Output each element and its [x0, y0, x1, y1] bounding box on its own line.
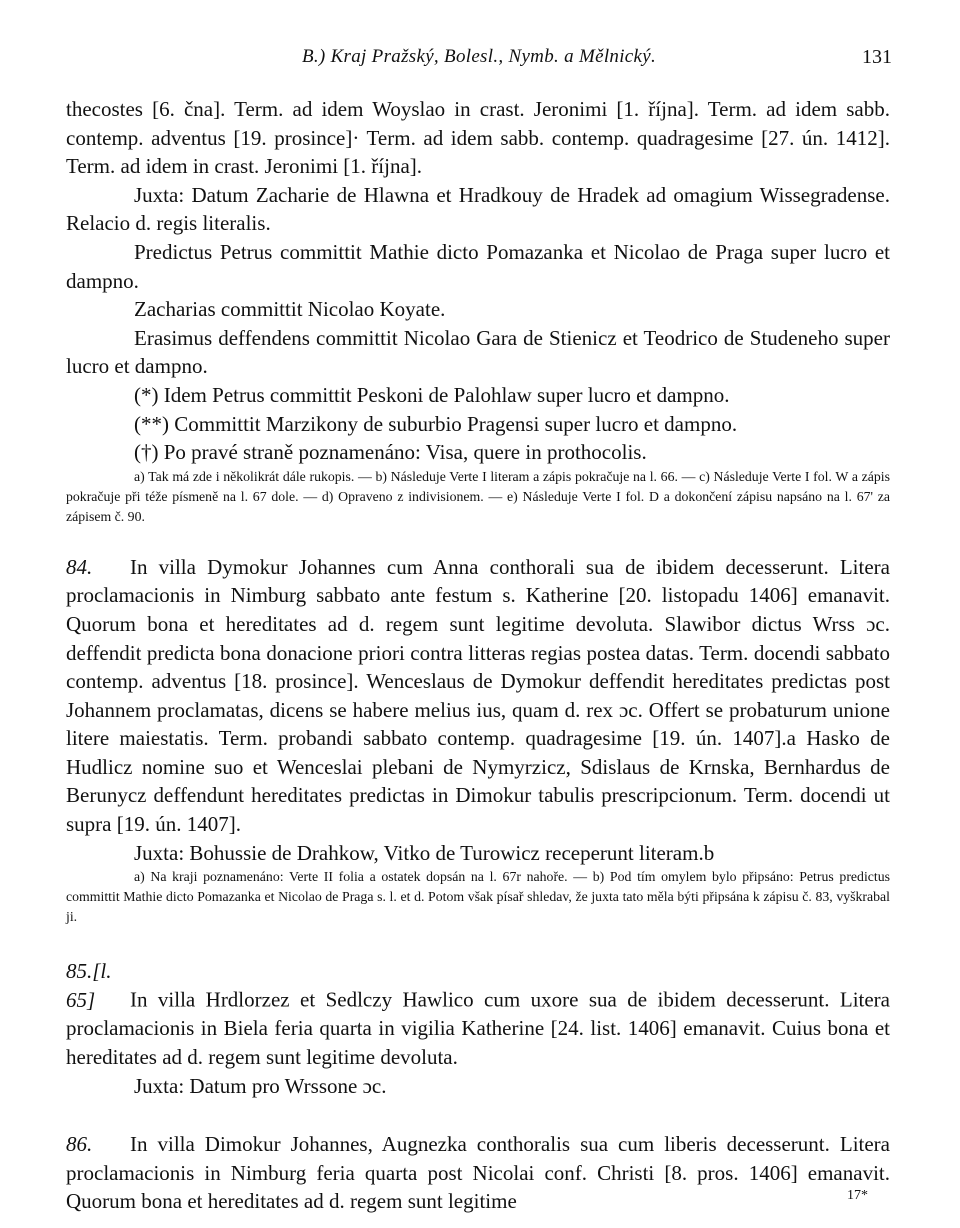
entry-84-juxta: Juxta: Bohussie de Drahkow, Vitko de Turowicz receperunt literam.b [134, 840, 715, 865]
signature-mark: 17* [847, 1188, 868, 1203]
footnotes-block-1: a) Tak má zde i několikrát dále rukopis. — b) Následuje Verte I literam a zápis pokračuje na l. 66. — c) Následuje Verte I fol. W a zápis pokračuje při téže písmeně na l. 67 dole. — d) Opraveno z indivisionem. — e) Následuje Verte I fol. D a dokončení zápisu napsáno na l. 67' za zápisem č. 90. [66, 468, 890, 524]
paragraph-note-star: (*) Idem Petrus committit Peskoni de Palohlaw super lucro et dampno. [134, 382, 730, 407]
entry-number: 86. [66, 1132, 93, 1157]
entry-85-juxta: Juxta: Datum pro Wrssone ɔc. [134, 1073, 387, 1098]
running-title: B.) Kraj Pražský, Bolesl., Nymb. a Mělnický. [301, 46, 657, 67]
paragraph-continuation: thecostes [6. čna]. Term. ad idem Woyslao in crast. Jeronimi [1. října]. Term. ad idem sabb. contemp. adventus [19. prosince]· Term. ad idem sabb. contemp. quadragesime [27. ún. 1412]. Term. ad idem in crast. Jeronimi [1. října]. [66, 97, 890, 179]
paragraph-note-dagger: (†) Po pravé straně poznamenáno: Visa, quere in prothocolis. [134, 440, 647, 465]
page-header [66, 46, 892, 76]
entry-number: 84. [66, 554, 93, 579]
entry-86 [66, 1130, 890, 1216]
paragraph-juxta: Juxta: Datum Zacharie de Hlawna et Hradkouy de Hradek ad omagium Wissegradense. Relacio d. regis literalis. [66, 182, 890, 236]
footnotes-block-2: a) Na kraji poznamenáno: Verte II folia a ostatek dopsán na l. 67r nahoře. — b) Pod tím omylem bylo připsáno: Petrus predictus committit Mathie dicto Pomazanka et Nicolao de Praga s. l. et d. Potom však písař shledav, že juxta tato měla býti připsána k zápisu č. 83, vyškrabal ji. [66, 869, 890, 925]
entry-text: In villa Hrdlorzez et Sedlczy Hawlico cum uxore sua de ibidem decesserunt. Litera proclamacionis in Biela feria quarta in vigilia Katherine [24. list. 1406] emanavit. Cuius bona et hereditates ad d. regem sunt legitime devoluta. [66, 987, 890, 1070]
page-body [66, 95, 890, 1216]
entry-text: In villa Dimokur Johannes, Augnezka conthoralis sua cum liberis decesserunt. Litera proclamacionis in Nimburg feria quarta post Nicolai conf. Christi [8. pros. 1406] emanavit. Quorum bona et hereditates ad d. regem sunt legitime [66, 1132, 890, 1214]
entry-text: In villa Dymokur Johannes cum Anna conthorali sua de ibidem decesserunt. Litera proclamacionis in Nimburg sabbato ante festum s. Katherine [20. listopadu 1406] emanavit. Quorum bona et hereditates ad d. regem sunt legitime devoluta. Slawibor dictus Wrss ɔc. deffendit predicta bona donacione priori contra litteras regias postea datas. Term. docendi sabbato contemp. adventus [18. prosince]. Wenceslaus de Dymokur deffendit hereditates predictas post Johannem proclamatas, dicens se habere melius ius, quam d. rex ɔc. Offert se probaturum unione litere maiestatis. Term. probandi sabbato contemp. quadragesime [19. ún. 1407].a Hasko de Hudlicz nomine suo et Wenceslai plebani de Nymyrzicz, Sdislaus de Krnska, Bernhardus de Berunycz deffendunt hereditates predictas in Dimokur tabulis prescripcionum. Term. docendi ut supra [19. ún. 1407]. [66, 554, 890, 837]
paragraph-note-double-star: (**) Committit Marzikony de suburbio Pragensi super lucro et dampno. [134, 411, 738, 436]
paragraph-committit-1: Predictus Petrus committit Mathie dicto Pomazanka et Nicolao de Praga super lucro et dampno. [66, 239, 890, 293]
page-number: 131 [862, 46, 892, 68]
entry-number: 85.[l. 65] [66, 959, 112, 1012]
paragraph-committit-2: Zacharias committit Nicolao Koyate. [134, 297, 446, 322]
paragraph-committit-3: Erasimus deffendens committit Nicolao Gara de Stienicz et Teodrico de Studeneho super lucro et dampno. [66, 325, 890, 379]
entry-85 [66, 957, 890, 1071]
entry-84 [66, 553, 890, 839]
